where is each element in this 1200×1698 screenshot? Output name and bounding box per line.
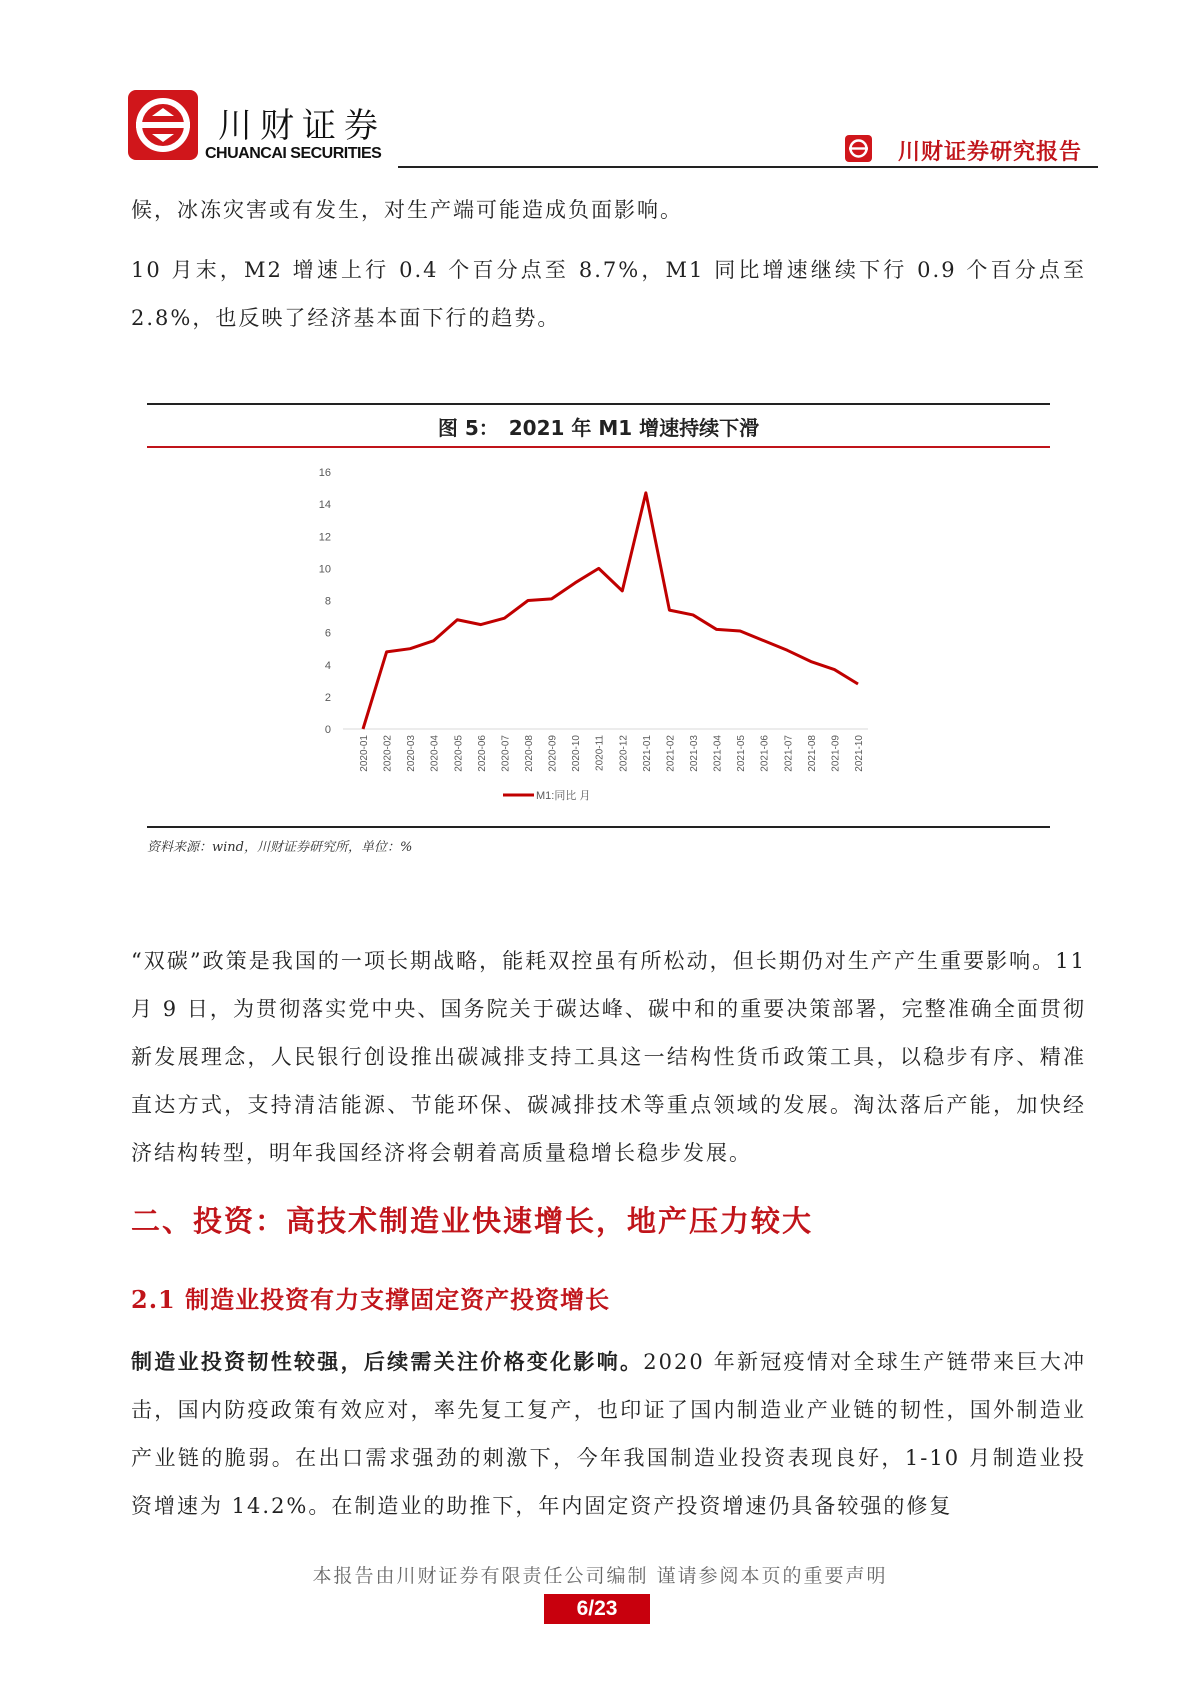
bold-lead: 制造业投资韧性较强，后续需关注价格变化影响。 xyxy=(131,1349,644,1374)
x-tick-label: 2020-11 xyxy=(594,735,606,771)
footer-disclaimer: 本报告由川财证券有限责任公司编制 谨请参阅本页的重要声明 xyxy=(312,1565,888,1587)
logo-english-name: CHUANCAI SECURITIES xyxy=(205,145,382,162)
x-tick-label: 2021-06 xyxy=(759,735,771,772)
x-tick-label: 2020-04 xyxy=(429,735,441,772)
y-tick-label: 6 xyxy=(324,627,331,640)
y-tick-label: 4 xyxy=(324,659,331,672)
y-tick-label: 14 xyxy=(318,499,331,512)
y-tick-label: 16 xyxy=(318,467,331,479)
figure-top-rule xyxy=(147,403,1050,405)
paragraph-text: 2020 年新冠疫情对全球生产链带来巨大冲击，国内防疫政策有效应对，率先复工复产，也印证了国内制造业产业链的韧性，国外制造业产业链的脆弱。在出口需求强劲的刺激下，今年我国制造业投资表现良好，1-10 月制造业投资增速为 14.2%。在制造业的助推下，年内固定资产投资增速仍具备较强的修复 xyxy=(131,1350,1086,1518)
x-tick-label: 2021-05 xyxy=(736,735,748,772)
y-tick-label: 12 xyxy=(318,531,331,544)
figure-source: 资料来源：wind，川财证券研究所，单位：% xyxy=(147,840,413,855)
header-divider xyxy=(398,166,1098,168)
subsection-heading: 2.1 制造业投资有力支撑固定资产投资增长 xyxy=(131,1285,611,1314)
paragraph-top xyxy=(131,186,1086,342)
y-tick-label: 2 xyxy=(324,691,331,704)
paragraph: 候，冰冻灾害或有发生，对生产端可能造成负面影响。 xyxy=(131,198,683,222)
x-tick-label: 2020-12 xyxy=(618,735,630,772)
paragraph-mid: “双碳”政策是我国的一项长期战略，能耗双控虽有所松动，但长期仍对生产产生重要影响。11 月 9 日，为贯彻落实党中央、国务院关于碳达峰、碳中和的重要决策部署，完整准确全面贯彻新发展理念，人民银行创设推出碳减排支持工具这一结构性货币政策工具，以稳步有序、精准直达方式，支持清洁能源、节能环保、碳减排技术等重点领域的发展。淘汰落后产能，加快经济结构转型，明年我国经济将会朝着高质量稳增长稳步发展。 xyxy=(131,949,1086,1165)
figure-caption: 图 5： 2021 年 M1 增速持续下滑 xyxy=(437,416,760,440)
x-tick-label: 2020-02 xyxy=(382,735,394,772)
x-tick-label: 2020-01 xyxy=(359,735,370,772)
m1-line-chart xyxy=(147,450,1050,825)
y-tick-label: 0 xyxy=(324,724,331,736)
x-tick-label: 2020-09 xyxy=(547,735,559,772)
x-tick-label: 2020-07 xyxy=(500,735,512,772)
report-title: 川财证券研究报告 xyxy=(898,139,1083,165)
x-tick-label: 2021-04 xyxy=(712,735,724,772)
x-tick-label: 2021-01 xyxy=(641,735,653,772)
y-tick-label: 10 xyxy=(318,563,331,576)
x-tick-label: 2020-10 xyxy=(571,735,583,772)
figure-bottom-rule xyxy=(147,826,1050,828)
x-tick-label: 2020-05 xyxy=(453,735,465,772)
y-tick-label: 8 xyxy=(324,595,331,608)
x-tick-label: 2021-09 xyxy=(830,735,842,772)
page-number: 6/23 xyxy=(544,1594,650,1624)
x-tick-label: 2021-08 xyxy=(806,735,818,772)
section-heading: 二、投资：高技术制造业快速增长，地产压力较大 xyxy=(131,1204,814,1238)
x-tick-label: 2020-08 xyxy=(524,735,535,772)
company-logo xyxy=(128,90,198,160)
x-tick-label: 2020-03 xyxy=(406,735,418,772)
paragraph-bottom xyxy=(131,1338,1086,1530)
x-tick-label: 2021-07 xyxy=(783,735,795,772)
legend-label: M1:同比 月 xyxy=(536,790,591,802)
x-tick-label: 2021-03 xyxy=(689,735,700,772)
x-tick-label: 2021-02 xyxy=(665,735,677,772)
x-tick-label: 2021-10 xyxy=(854,735,865,772)
logo-name: 川财证券 xyxy=(218,106,386,146)
x-tick-label: 2020-06 xyxy=(476,735,488,772)
paragraph: 10 月末，M2 增速上行 0.4 个百分点至 8.7%，M1 同比增速继续下行 0.9 个百分点至 2.8%，也反映了经济基本面下行的趋势。 xyxy=(131,258,1086,330)
series-line xyxy=(363,493,858,729)
figure-caption-rule xyxy=(147,446,1050,448)
header-logo-icon xyxy=(845,135,872,162)
